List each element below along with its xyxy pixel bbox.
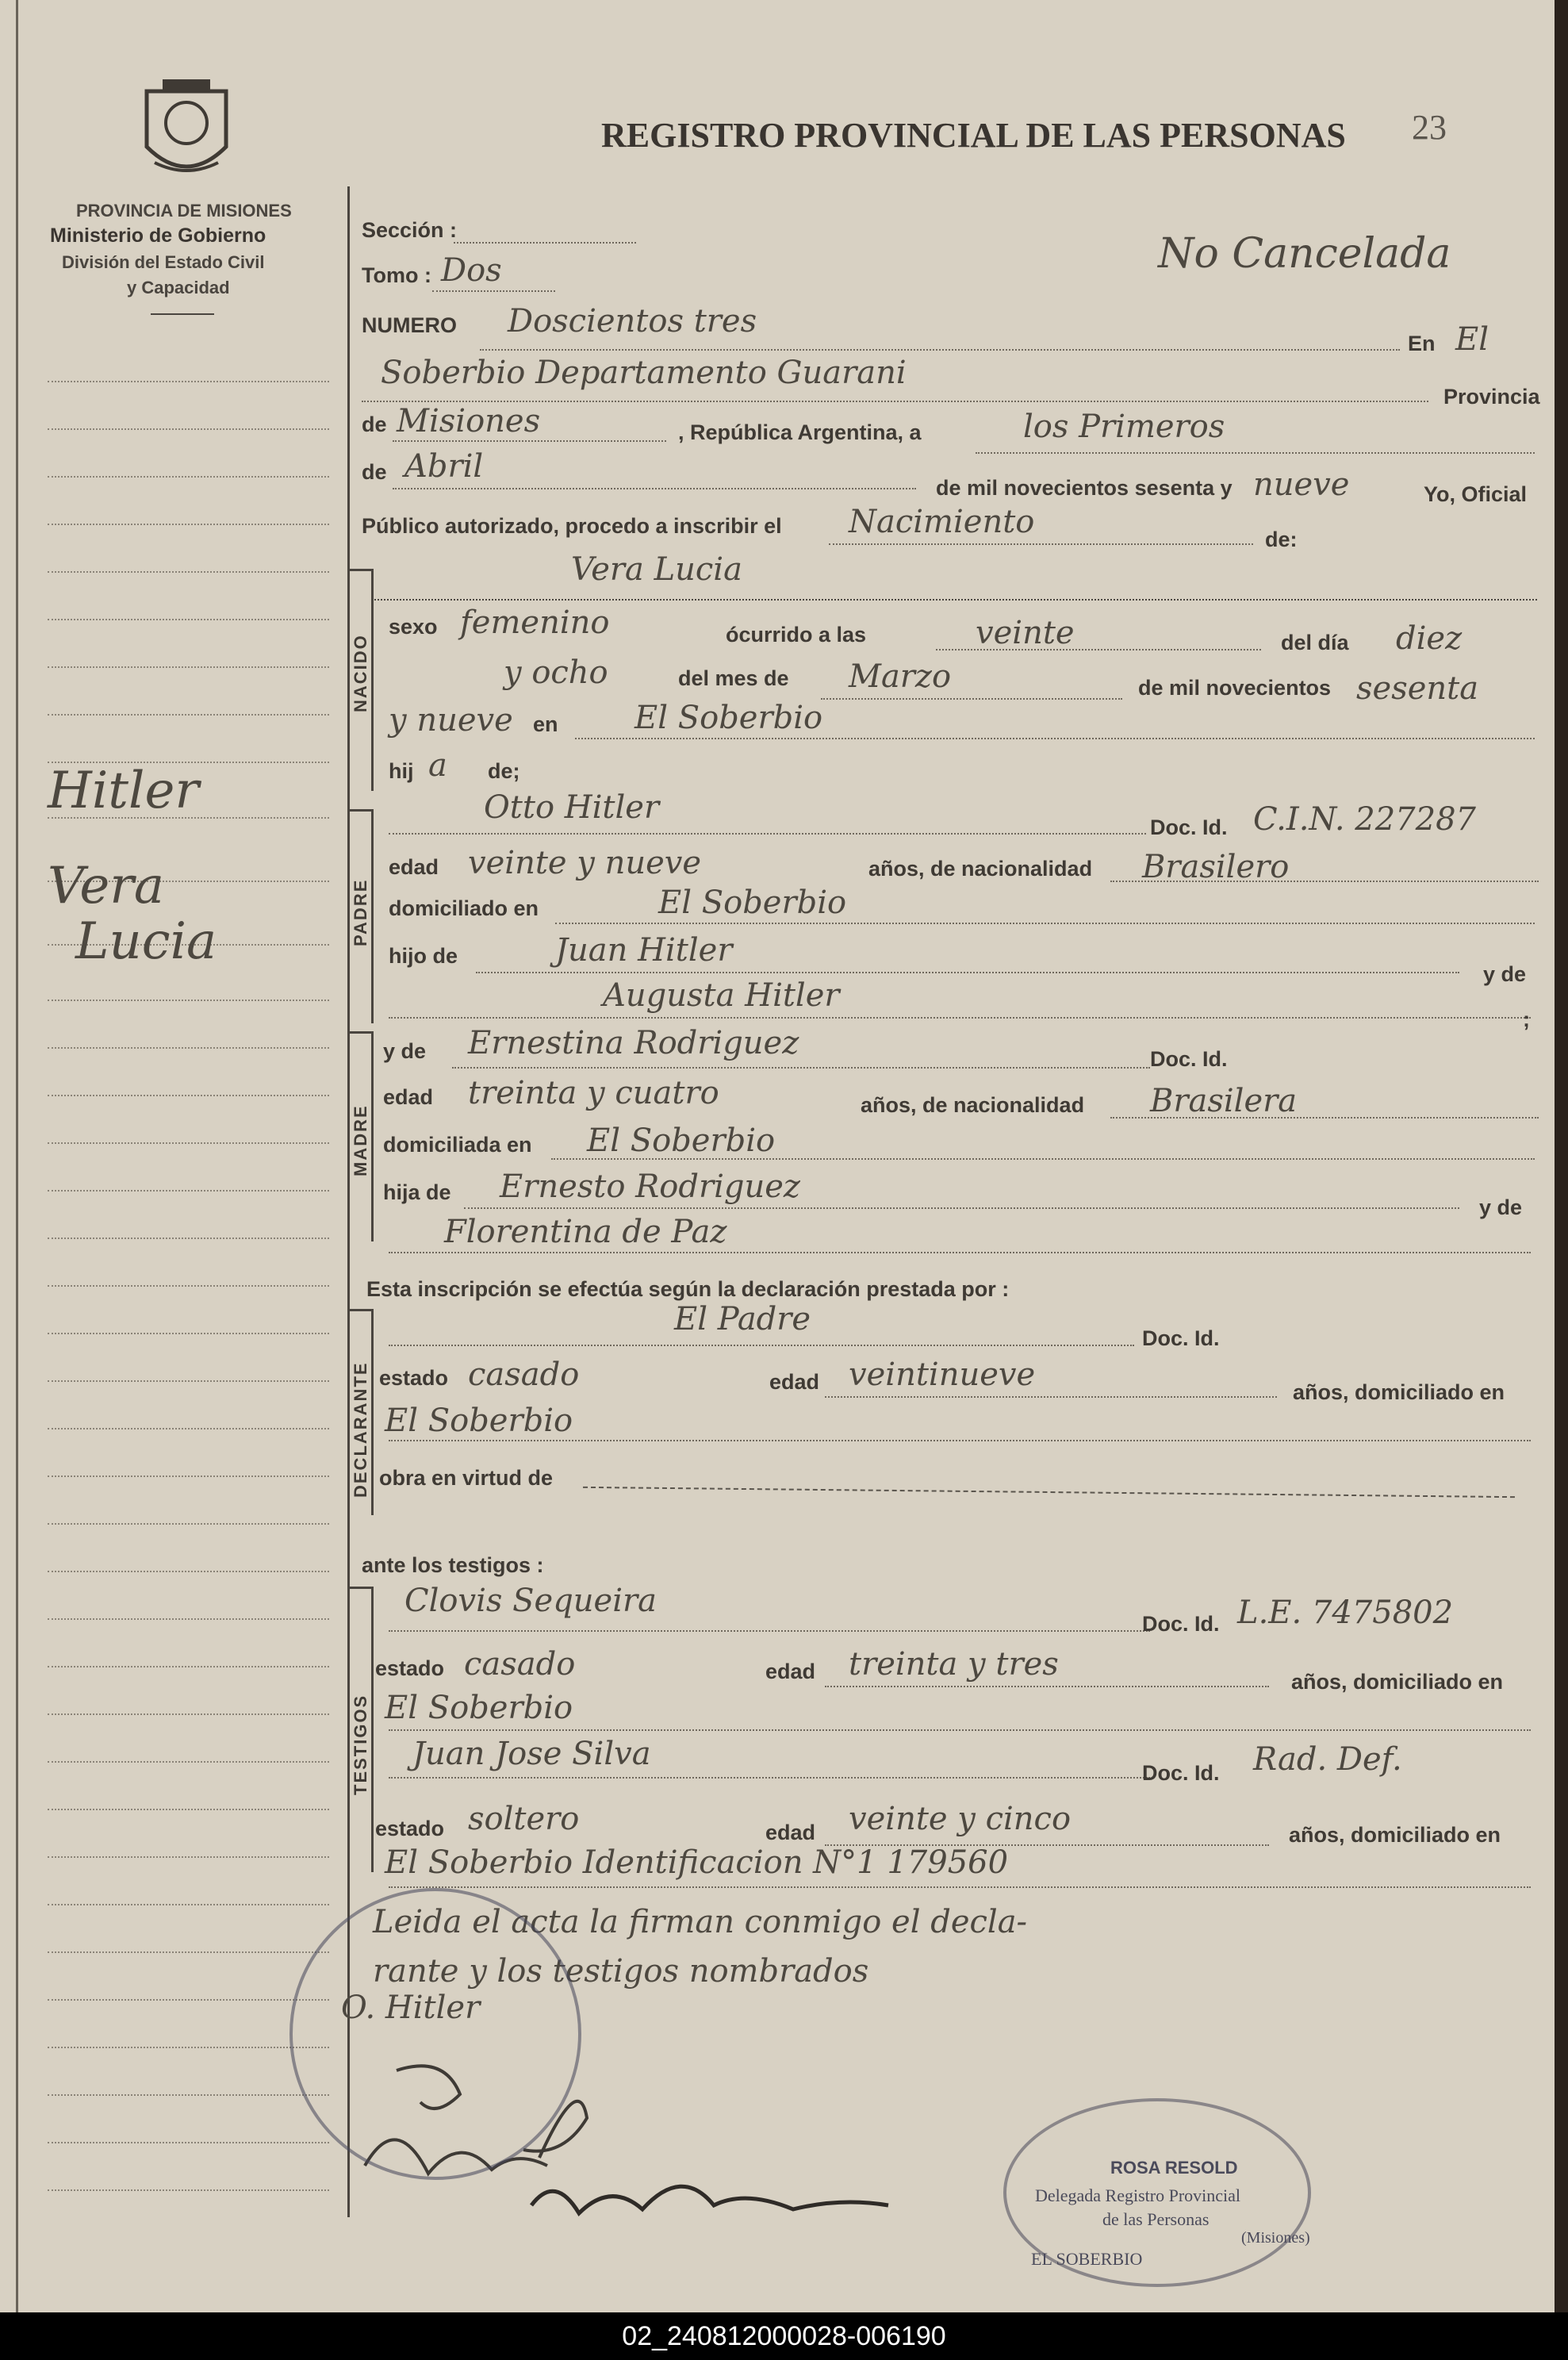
maternal-grandfather-value: Ernesto Rodriguez (500, 1168, 800, 1205)
witness1-docid-label: Doc. Id. (1142, 1612, 1220, 1636)
madre-nacionalidad-label: años, de nacionalidad (861, 1093, 1085, 1117)
year-value: sesenta (1356, 670, 1479, 707)
sexo-label: sexo (389, 615, 438, 639)
declaracion-label: Esta inscripción se efectúa según la declaración prestada por : (366, 1277, 1010, 1301)
en-label: En (1408, 332, 1436, 355)
father-nationality-value: Brasilero (1142, 849, 1290, 885)
madre-section-label: MADRE (351, 1104, 370, 1176)
month-reg-value: Abril (404, 448, 484, 485)
witness2-marital-value: soltero (468, 1801, 580, 1837)
mother-nationality-value: Brasilera (1150, 1083, 1298, 1119)
padre-edad-label: edad (389, 855, 439, 879)
de-label-2: de (362, 460, 387, 484)
padre-docid-label: Doc. Id. (1150, 815, 1228, 839)
witness1-domicilio-label: años, domiciliado en (1291, 1670, 1504, 1694)
mother-residence-value: El Soberbio (587, 1122, 776, 1159)
padre-domicilio-label: domiciliado en (389, 896, 539, 920)
stamp-text-4: (Misiones) (1241, 2229, 1310, 2247)
declarant-residence-value: El Soberbio (385, 1403, 573, 1439)
de-colon-label: de: (1265, 528, 1298, 551)
witness1-docid-value: L.E. 7475802 (1237, 1594, 1454, 1631)
obra-label: obra en virtud de (379, 1466, 554, 1490)
stamp-text-3: de las Personas (1102, 2209, 1210, 2229)
paternal-grandmother-value: Augusta Hitler (603, 977, 840, 1014)
publico-label: Público autorizado, procedo a inscribir el (362, 514, 782, 538)
year-value-cont: y nueve (389, 702, 513, 739)
padre-hijo-de-label: hijo de (389, 944, 458, 968)
document-page: REGISTRO PROVINCIAL DE LAS PERSONAS 23 PROVINCIA DE MISIONES Ministerio de Gobierno División del Estado Civil y Capacidad Hitler Vera Lucia Sección : Tomo : Dos No Cancelada NUMERO Doscientos tres En El Soberbio Departamento Guarani Provincia de Misiones , República Argentina, a los Primeros de Abril de mil novecientos sesenta y nueve Yo, Oficial Público autorizado, procedo a inscribir el Nacimiento de: NACIDO Vera Lucia sexo femenino ócurrido a las veinte del día diez y ocho del mes de Marzo de mil novecientos sesenta y nueve en El Soberbio hij a de; PADRE Otto Hitler Doc. Id. C.I.N. 227287 edad veinte y nueve años, de nacionalidad Brasilero domiciliado en El Soberbio hijo de Juan Hitler y de Augusta Hitler ; MADRE y de Ernestina Rodriguez Doc. Id. edad treinta y cuatro años, de nacionalidad Brasilera domiciliada en El Soberbio hija de Ernesto Rodriguez y de Florentina de Paz Esta inscripción se efectúa según la declaración prestada por : DECLARANTE El Padre Doc. Id. estado casado edad veintinueve años, domiciliado en El Soberbio obra en virtud de ante los testigos : TESTIGOS Clovis Sequeira Doc. Id. L.E. 7475802 estado casado edad treinta y tres años, domiciliado en El Soberbio Juan Jose Silva Doc. Id. Rad. Def. estado soltero edad veinte y cinco años, domiciliado en El Soberbio Identificacion N°1 179560 Leida el acta la firman conmigo el decla- rante y los testigos nombrados O. Hitler ROSA RESOLD Delegada Registro Provincial de las Personas (Misiones) EL SOBERBIO (0, 0, 1555, 2312)
witness1-name: Clovis Sequeira (404, 1583, 657, 1619)
hour-value: veinte (976, 615, 1075, 651)
witness2-edad-label: edad (765, 1821, 816, 1844)
witness2-docid-value: Rad. Def. (1253, 1741, 1402, 1778)
witness1-residence-value: El Soberbio (385, 1690, 573, 1726)
stamp-text-2: Delegada Registro Provincial (1035, 2185, 1241, 2205)
birthplace-value: El Soberbio (634, 700, 823, 736)
province-value: Misiones (397, 403, 541, 439)
witness1-estado-label: estado (375, 1656, 445, 1680)
witness2-domicilio-label: años, domiciliado en (1289, 1823, 1501, 1847)
note-no-cancel: No Cancelada (1158, 230, 1451, 278)
de-label-1: de (362, 413, 387, 436)
witness2-name: Juan Jose Silva (412, 1736, 651, 1772)
hij-value: a (428, 747, 447, 784)
numero-label: NUMERO (362, 313, 457, 337)
locality-value: Soberbio Departamento Guarani (381, 355, 907, 391)
en-label-2: en (533, 712, 558, 736)
declarant-age-value: veintinueve (849, 1357, 1036, 1393)
declarant-signature: O. Hitler (341, 1990, 481, 2026)
witness2-estado-label: estado (375, 1817, 445, 1840)
witness2-docid-label: Doc. Id. (1142, 1761, 1220, 1785)
yo-oficial-label: Yo, Oficial (1424, 482, 1528, 506)
madre-hija-de-label: hija de (383, 1180, 451, 1204)
closing-line-2: rante y los testigos nombrados (373, 1953, 869, 1990)
numero-value: Doscientos tres (508, 303, 757, 340)
mil-novecientos-sesenta-label: de mil novecientos sesenta y (936, 476, 1233, 500)
father-residence-value: El Soberbio (658, 885, 847, 921)
month-value: Marzo (849, 658, 952, 695)
provincial-crest-icon (139, 75, 234, 186)
day-value-cont: y ocho (504, 654, 608, 691)
act-type-value: Nacimiento (849, 504, 1035, 540)
year-reg-value: nueve (1253, 466, 1350, 503)
tomo-label: Tomo : (362, 263, 431, 287)
madre-edad-label: edad (383, 1085, 434, 1109)
padre-nacionalidad-label: años, de nacionalidad (868, 857, 1093, 881)
nacido-section-label: NACIDO (351, 634, 370, 712)
division-label: División del Estado Civil (62, 252, 265, 272)
margin-given-name-2: Lucia (75, 912, 217, 971)
testigos-section-label: TESTIGOS (351, 1694, 370, 1795)
declarante-domicilio-label: años, domiciliado en (1293, 1380, 1505, 1404)
republica-label: , República Argentina, a (678, 420, 922, 444)
witness1-marital-value: casado (464, 1646, 576, 1683)
page-number: 23 (1412, 108, 1447, 147)
declarante-section-label: DECLARANTE (351, 1361, 370, 1498)
sexo-value: femenino (460, 604, 610, 641)
de-semicolon-label: de; (488, 759, 520, 783)
mother-age-value: treinta y cuatro (468, 1075, 719, 1111)
declarante-edad-label: edad (769, 1370, 820, 1394)
witness2-residence-value: El Soberbio Identificacion N°1 179560 (385, 1844, 1009, 1881)
declarant-name: El Padre (674, 1301, 811, 1337)
ministry-label: Ministerio de Gobierno (50, 224, 266, 247)
hij-label: hij (389, 759, 414, 783)
witness1-age-value: treinta y tres (849, 1646, 1059, 1683)
madre-docid-label: Doc. Id. (1150, 1047, 1228, 1071)
declarante-docid-label: Doc. Id. (1142, 1326, 1220, 1350)
margin-surname: Hitler (48, 762, 199, 820)
closing-line-1: Leida el acta la firman conmigo el decla- (373, 1904, 1028, 1940)
child-name: Vera Lucia (571, 551, 742, 588)
father-age-value: veinte y nueve (468, 845, 702, 881)
left-circular-stamp (289, 1888, 581, 2180)
seccion-label: Sección : (362, 218, 458, 242)
image-id-footer: 02_240812000028-006190 (0, 2312, 1568, 2360)
declarant-marital-value: casado (468, 1357, 580, 1393)
padre-y-de-label: y de (1483, 962, 1527, 986)
madre-y-de-label: y de (383, 1039, 427, 1063)
ocurrido-label: ócurrido a las (726, 623, 867, 647)
maternal-grandmother-value: Florentina de Paz (444, 1214, 727, 1250)
madre-domicilio-label: domiciliada en (383, 1133, 532, 1157)
mother-name: Ernestina Rodriguez (468, 1025, 799, 1061)
day-value: diez (1396, 620, 1463, 657)
father-docid-value: C.I.N. 227287 (1253, 801, 1476, 838)
witness1-edad-label: edad (765, 1660, 816, 1683)
binding-edge (16, 0, 18, 2312)
stamp-text-1: ROSA RESOLD (1110, 2158, 1238, 2178)
day-reg-value: los Primeros (1023, 409, 1225, 445)
declarante-estado-label: estado (379, 1366, 449, 1390)
provincia-label: Provincia (1443, 385, 1540, 409)
main-rule (347, 186, 350, 2217)
mil-novecientos-label: de mil novecientos (1138, 676, 1332, 700)
margin-given-name-1: Vera (48, 857, 164, 915)
del-mes-label: del mes de (678, 666, 789, 690)
testigos-intro: ante los testigos : (362, 1553, 544, 1577)
paternal-grandfather-value: Juan Hitler (555, 932, 733, 969)
tomo-value: Dos (441, 252, 502, 289)
stamp-text-5: EL SOBERBIO (1031, 2249, 1143, 2269)
document-title: REGISTRO PROVINCIAL DE LAS PERSONAS (601, 116, 1346, 155)
del-dia-label: del día (1281, 631, 1349, 654)
witness2-age-value: veinte y cinco (849, 1801, 1072, 1837)
father-name: Otto Hitler (484, 789, 660, 826)
capacity-label: y Capacidad (127, 278, 230, 297)
en-value: El (1455, 321, 1489, 358)
padre-section-label: PADRE (351, 878, 370, 946)
madre-y-de-label-2: y de (1479, 1195, 1523, 1219)
province-label: PROVINCIA DE MISIONES (76, 201, 292, 221)
